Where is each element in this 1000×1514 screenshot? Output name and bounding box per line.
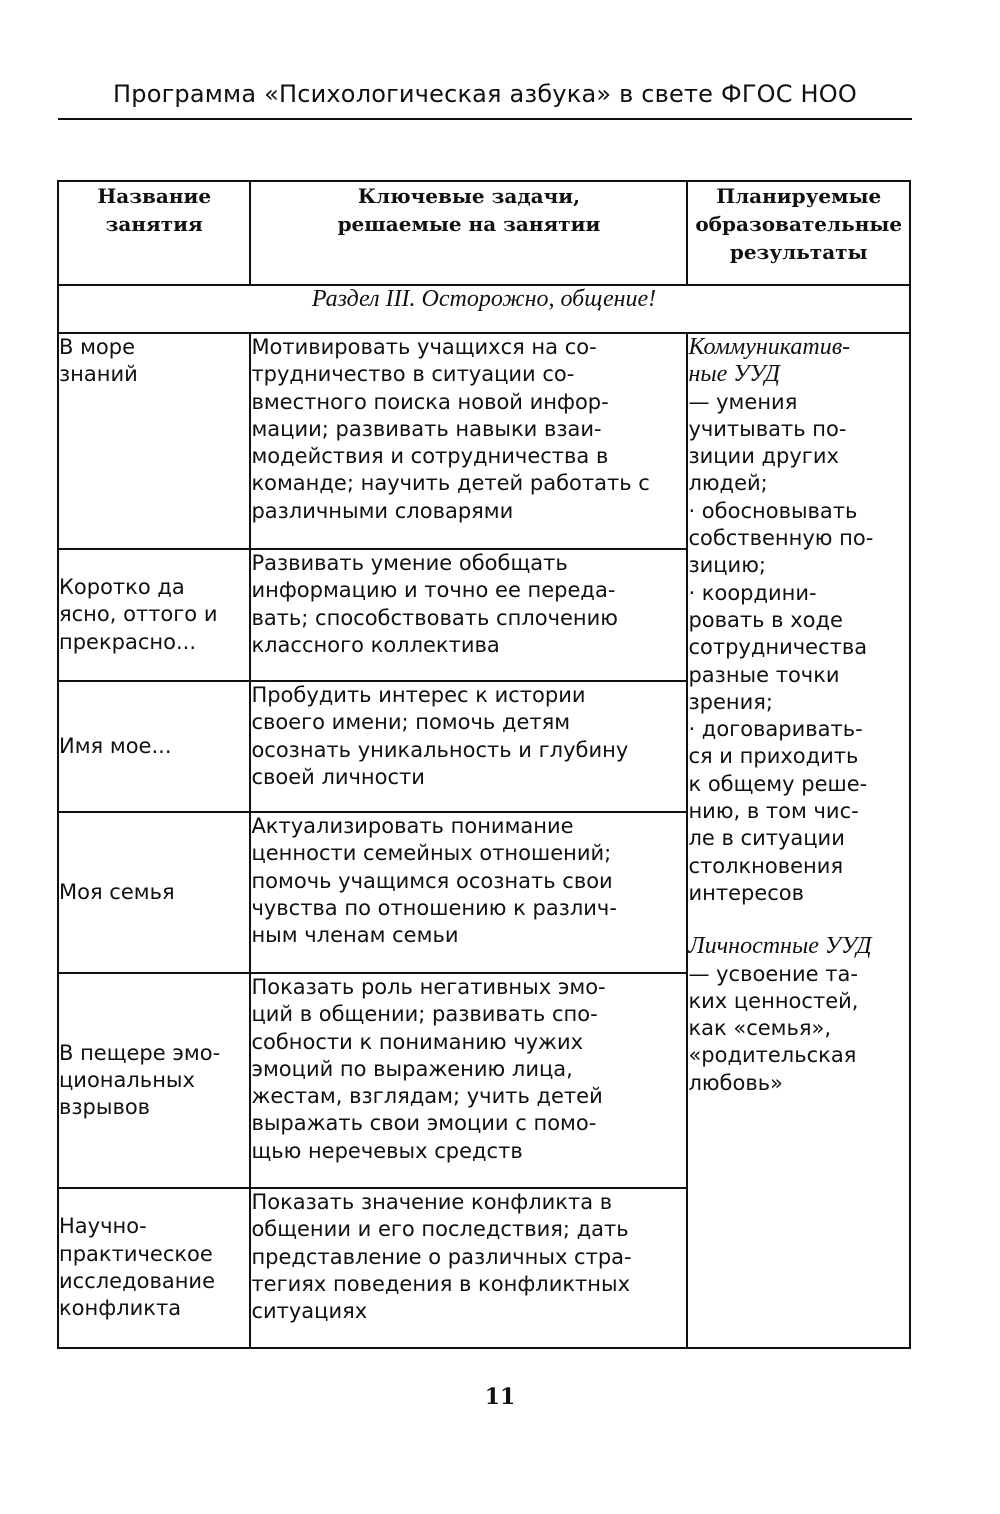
header-planned-results-text: Планируемые образовательные результаты xyxy=(695,184,903,264)
header-key-tasks-text: Ключевые задачи, решаемые на занятии xyxy=(337,184,601,236)
lesson-name xyxy=(58,549,250,681)
header-lesson-name xyxy=(58,181,250,285)
personal-uud-text: — усвоение та- ких ценностей, как «семья», «родительская любовь» xyxy=(688,961,859,1095)
running-head: Программа «Психологическая азбука» в свете ФГОС НОО xyxy=(113,80,857,108)
lesson-tasks-text: Показать роль негативных эмо- ций в общении; развивать спо- собности к пониманию чужих эмоций по выражению лица, жестам, взглядам; учить детей выражать свои эмоции с помо- щью неречевых средств xyxy=(251,975,606,1163)
lesson-tasks xyxy=(250,973,687,1188)
section-title: Раздел III. Осторожно, общение! xyxy=(58,285,910,333)
table-header-row xyxy=(58,181,910,285)
lesson-name-text: Моя семья xyxy=(59,879,175,904)
lesson-tasks xyxy=(250,681,687,812)
header-key-tasks xyxy=(250,181,687,285)
lesson-name-text: В море знаний xyxy=(59,335,138,387)
lesson-name xyxy=(58,681,250,812)
lesson-name-text: Коротко да ясно, оттого и прекрасно... xyxy=(59,575,218,654)
lesson-tasks xyxy=(250,812,687,973)
header-rule xyxy=(58,118,912,120)
lesson-tasks xyxy=(250,549,687,681)
communicative-uud-heading: Коммуникатив- ные УУД xyxy=(688,334,851,388)
results-spacer xyxy=(688,907,909,933)
planned-results xyxy=(687,333,910,1348)
lesson-name-text: Имя мое... xyxy=(59,733,172,758)
lesson-tasks-text: Актуализировать понимание ценности семейных отношений; помочь учащимся осознать свои чувства по отношению к различ- ным членам семьи xyxy=(251,814,617,948)
lesson-tasks-text: Развивать умение обобщать информацию и точно ее переда- вать; способствовать сплочению классного коллектива xyxy=(251,551,618,657)
lesson-tasks-text: Пробудить интерес к истории своего имени; помочь детям осознать уникальность и глубину своей личности xyxy=(251,683,629,789)
lesson-tasks xyxy=(250,1188,687,1348)
lesson-name-text: Научно- практическое исследование конфликта xyxy=(59,1214,215,1321)
lesson-tasks xyxy=(250,333,687,549)
lesson-table xyxy=(57,180,911,1349)
personal-uud-heading: Личностные УУД xyxy=(688,933,872,960)
header-planned-results xyxy=(687,181,910,285)
section-row xyxy=(58,285,910,333)
page-number: 11 xyxy=(484,1384,516,1410)
lesson-tasks-text: Показать значение конфликта в общении и его последствия; дать представление о различных стра- тегиях поведения в конфликтных ситуациях xyxy=(251,1190,632,1324)
communicative-uud-text: — умения учитывать по- зиции других людей; · обосновывать собственную по- зицию; · координи- ровать в ходе сотрудничества разные точки зрения; · договаривать- ся и приходить к общему реше- нию, в том чис- ле в ситуации столкновения интересов xyxy=(688,389,874,905)
lesson-name xyxy=(58,973,250,1188)
lesson-name xyxy=(58,333,250,549)
lesson-tasks-text: Мотивировать учащихся на со- трудничество в ситуации со- вместного поиска новой инфор- мации; развивать навыки взаи- модействия и сотрудничества в команде; научить детей работать с различными словарями xyxy=(251,335,650,523)
lesson-name-text: В пещере эмо- циональных взрывов xyxy=(59,1040,221,1120)
header-lesson-name-text: Название занятия xyxy=(97,184,212,236)
table-row xyxy=(58,333,910,549)
lesson-name xyxy=(58,1188,250,1348)
lesson-name xyxy=(58,812,250,973)
